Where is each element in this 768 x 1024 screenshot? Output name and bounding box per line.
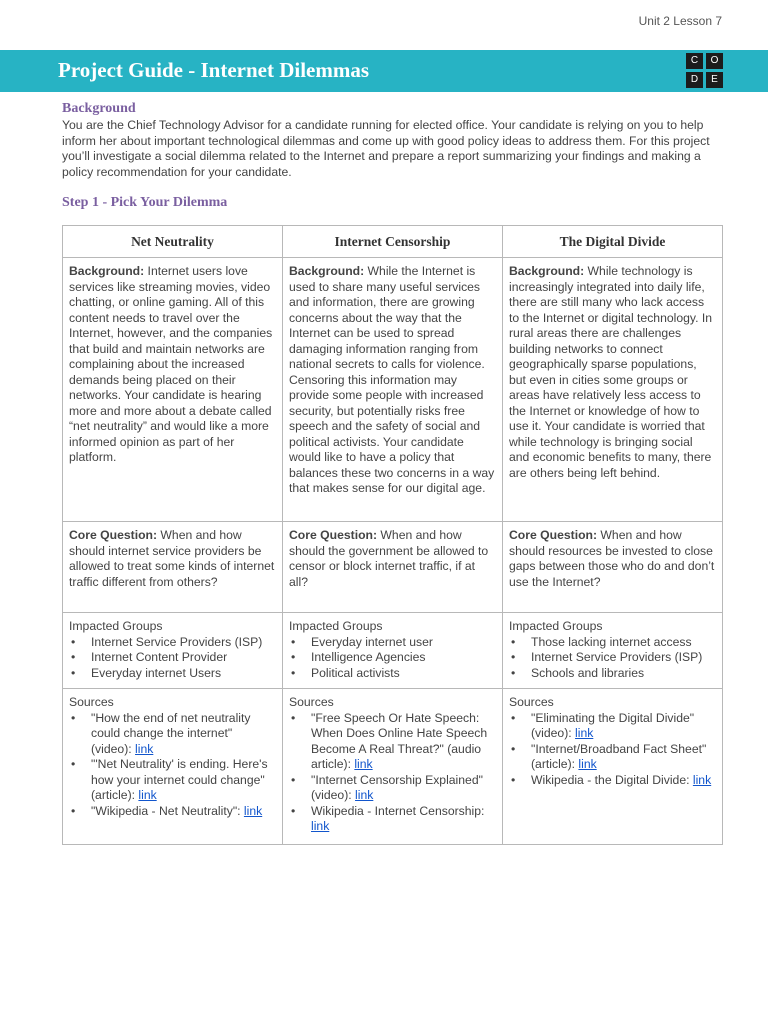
source-item [289, 773, 496, 804]
list-item: • Internet Service Providers (ISP) [509, 650, 716, 666]
source-link[interactable]: link [355, 788, 374, 802]
source-text: "How the end of net neutrality could change the internet" (video): [91, 710, 251, 756]
logo-letter-d: D [686, 72, 703, 88]
source-item [69, 804, 276, 820]
background-body: While technology is increasingly integrated into daily life, there are still many who lack access to the Internet or digital technology. In rural areas there are challenges building networks to connect geographically sparse populations, but even in cities some groups or areas have relatively less access to the Internet or knowledge of how to use it. Your candidate is worried that while technology is bringing social and economic benefits to many, there are others being left behind. [509, 264, 713, 480]
sources-list [509, 711, 716, 789]
source-link[interactable]: link [243, 803, 263, 818]
source-text: "Free Speech Or Hate Speech: When Does Online Hate Speech Become A Real Threat?" (audio article): [311, 710, 488, 771]
impacted-groups-label: Impacted Groups [69, 619, 163, 633]
core-question-cell [63, 522, 283, 613]
source-text: Wikipedia - Internet Censorship: [311, 803, 485, 818]
background-heading: Background [62, 101, 136, 116]
logo-letter-c: C [686, 53, 703, 69]
source-text: "Internet Censorship Explained" (video): [311, 772, 483, 802]
sources-list [289, 711, 496, 835]
column-header-internet-censorship: Internet Censorship [283, 226, 503, 258]
impacted-groups-list [69, 635, 276, 682]
source-item [69, 711, 276, 758]
code-logo [686, 53, 724, 89]
impacted-groups-cell [503, 613, 723, 689]
source-text: "'Net Neutrality' is ending. Here's how your internet could change" (article): [91, 757, 268, 802]
list-item: • Internet Content Provider [69, 650, 276, 666]
background-row [63, 258, 723, 522]
list-item: • Internet Service Providers (ISP) [69, 635, 276, 651]
list-item: • Everyday internet user [289, 635, 496, 651]
list-item: • Everyday internet Users [69, 666, 276, 682]
source-text: Wikipedia - the Digital Divide: [531, 772, 693, 787]
core-question-row [63, 522, 723, 613]
impacted-groups-cell [63, 613, 283, 689]
source-item [509, 773, 716, 789]
background-cell [283, 258, 503, 522]
impacted-groups-label: Impacted Groups [289, 619, 383, 633]
lesson-label: Unit 2 Lesson 7 [638, 14, 722, 28]
source-item [509, 742, 716, 773]
list-item: • Those lacking internet access [509, 635, 716, 651]
impacted-groups-list [509, 635, 716, 682]
list-item: • Political activists [289, 666, 496, 682]
source-item [289, 711, 496, 773]
background-cell [503, 258, 723, 522]
background-label: Background: [509, 264, 585, 278]
step1-heading: Step 1 - Pick Your Dilemma [62, 195, 228, 210]
table-header-row [63, 226, 723, 258]
background-label: Background: [69, 264, 145, 278]
core-question-body: When and how should resources be invested to close gaps between those who do and don’t use the Internet? [509, 528, 715, 589]
core-question-body: When and how should internet service providers be allowed to treat some kinds of internet traffic different from others? [69, 528, 275, 589]
dilemma-table [62, 225, 723, 845]
source-item [509, 711, 716, 742]
page-title: Project Guide - Internet Dilemmas [58, 58, 370, 82]
sources-row [63, 689, 723, 845]
sources-cell [503, 689, 723, 845]
source-item [289, 804, 496, 835]
source-text: "Internet/Broadband Fact Sheet" (article): [531, 741, 707, 771]
core-question-label: Core Question: [289, 528, 378, 542]
sources-label: Sources [69, 695, 114, 709]
logo-letter-e: E [706, 72, 723, 88]
source-text: "Eliminating the Digital Divide" (video): [531, 710, 695, 740]
logo-letter-o: O [706, 53, 723, 69]
source-link[interactable]: link [138, 788, 157, 802]
impacted-groups-row [63, 613, 723, 689]
sources-label: Sources [289, 695, 334, 709]
impacted-groups-list [289, 635, 496, 682]
background-cell [63, 258, 283, 522]
background-label: Background: [289, 264, 365, 278]
column-header-net-neutrality: Net Neutrality [63, 226, 283, 258]
core-question-label: Core Question: [509, 528, 598, 542]
sources-list [69, 711, 276, 820]
source-link[interactable]: link [311, 819, 330, 833]
title-banner [0, 50, 768, 92]
impacted-groups-cell [283, 613, 503, 689]
source-link[interactable]: link [135, 741, 154, 756]
background-text: You are the Chief Technology Advisor for a candidate running for elected office. Your candidate is relying on you to help inform her about important technological dilemmas and come up with good policy ideas to address them. For this project you’ll investigate a social dilemma related to the Internet and prepare a report summarizing your findings and making a policy recommendation for your candidate. [62, 118, 710, 179]
column-header-digital-divide: The Digital Divide [503, 226, 723, 258]
core-question-label: Core Question: [69, 528, 158, 542]
sources-cell [63, 689, 283, 845]
list-item: • Schools and libraries [509, 666, 716, 682]
core-question-cell [283, 522, 503, 613]
source-item [69, 757, 276, 804]
background-body: While the Internet is used to share many useful services and information, there are growing concerns about the way that the Internet can be used to spread damaging information ranging from national secrets to calls for violence. Censoring this information may provide some people with increased security, but potentially risks free speech and the safety of social and political activists. Your candidate would like to have a policy that balances these two concerns in a way that makes sense for our digital age. [289, 264, 495, 495]
impacted-groups-label: Impacted Groups [509, 619, 603, 633]
source-link[interactable]: link [692, 772, 712, 787]
sources-cell [283, 689, 503, 845]
core-question-cell [503, 522, 723, 613]
background-body: Internet users love services like streaming movies, video chatting, or online gaming. All of this content needs to travel over the Internet, however, and the companies that build and maintain networks are complaining about the increased demands being placed on their networks. Your candidate is hearing more and more about a debate called “net neutrality” and would like a more informed opinion as part of her platform. [69, 264, 273, 464]
core-question-body: When and how should the government be allowed to censor or block internet traffic, if at all? [289, 528, 489, 589]
source-link[interactable]: link [354, 757, 373, 771]
list-item: • Intelligence Agencies [289, 650, 496, 666]
source-link[interactable]: link [578, 757, 597, 771]
sources-label: Sources [509, 695, 554, 709]
source-link[interactable]: link [575, 726, 594, 740]
source-text: "Wikipedia - Net Neutrality": [91, 803, 244, 818]
